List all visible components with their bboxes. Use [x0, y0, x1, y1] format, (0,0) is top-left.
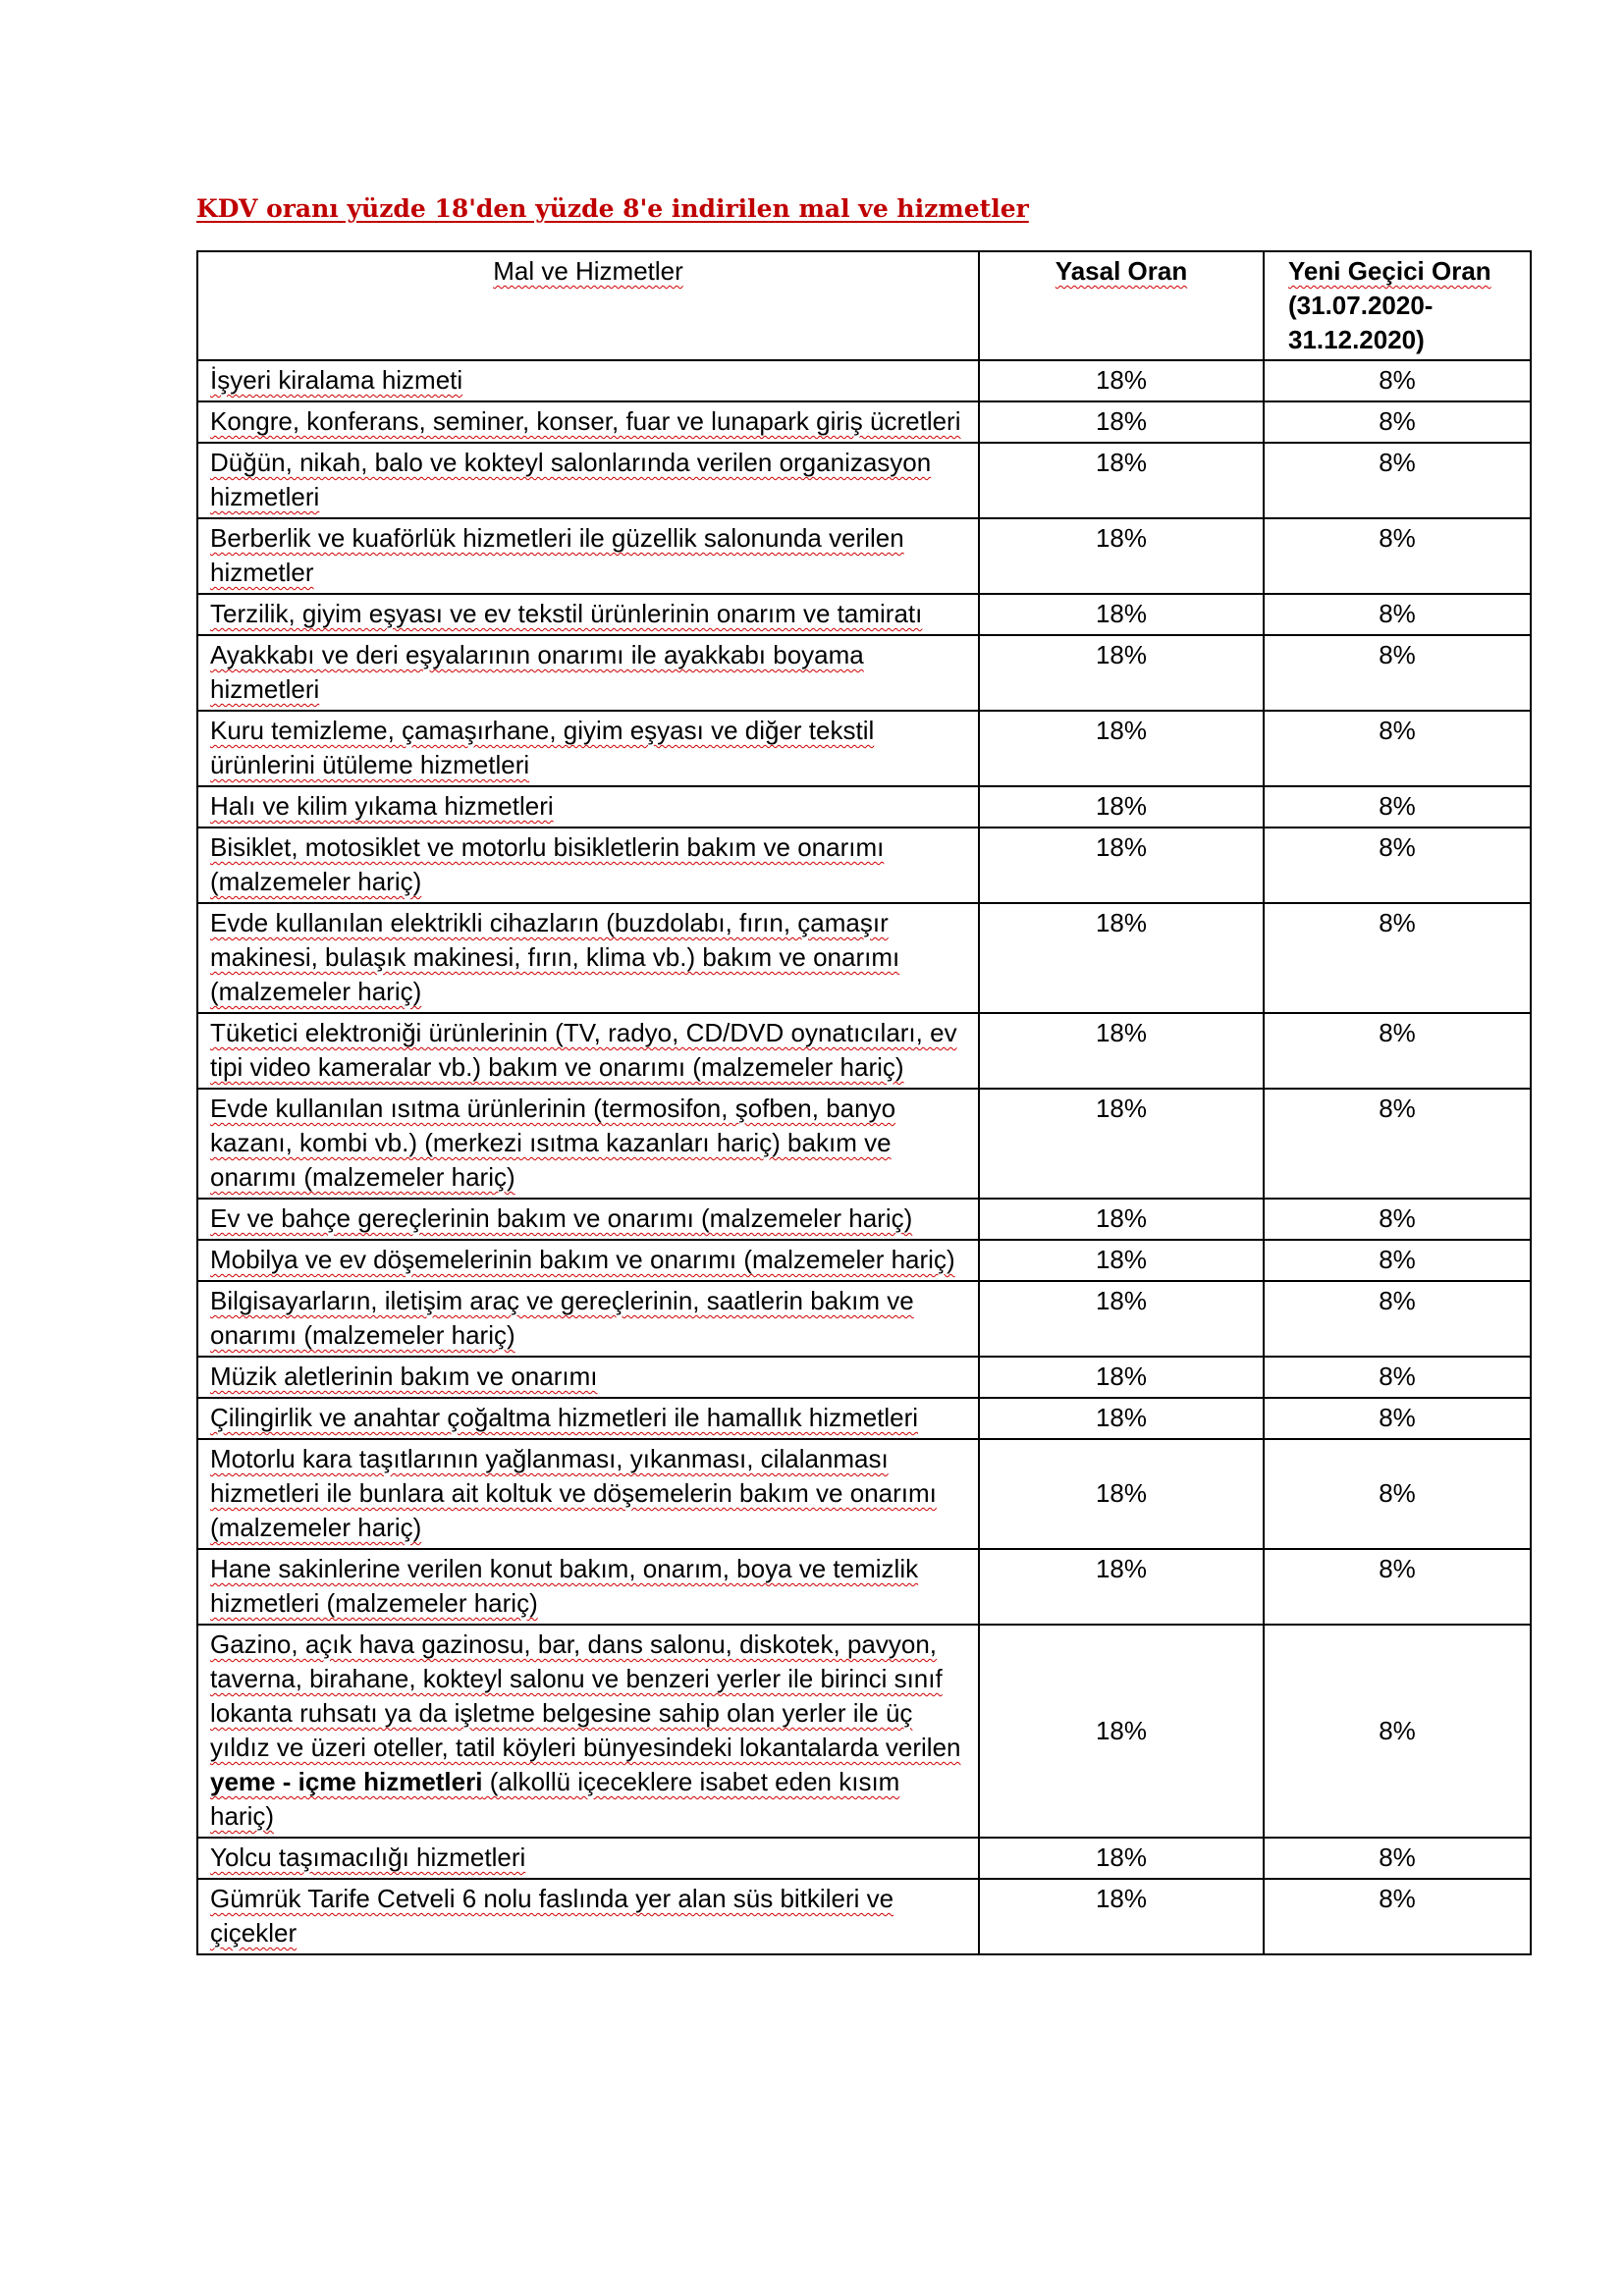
row-legal-rate: 18% — [979, 786, 1264, 828]
row-legal-rate: 18% — [979, 1625, 1264, 1838]
row-description: Gümrük Tarife Cetveli 6 nolu faslında yer alan süs bitkileri ve çiçekler — [197, 1879, 979, 1954]
row-description: Bisiklet, motosiklet ve motorlu bisikletlerin bakım ve onarımı (malzemeler hariç) — [197, 828, 979, 903]
row-legal-rate: 18% — [979, 635, 1264, 711]
row-description: Mobilya ve ev döşemelerinin bakım ve onarımı (malzemeler hariç) — [197, 1240, 979, 1281]
row-description: İşyeri kiralama hizmeti — [197, 360, 979, 401]
row-legal-rate: 18% — [979, 518, 1264, 594]
row-description: Ev ve bahçe gereçlerinin bakım ve onarımı (malzemeler hariç) — [197, 1199, 979, 1240]
row-legal-rate: 18% — [979, 401, 1264, 443]
row-new-rate: 8% — [1264, 1089, 1531, 1199]
header-new-temporary-rate: Yeni Geçici Oran (31.07.2020- 31.12.2020) — [1264, 251, 1531, 360]
table-row — [197, 903, 1531, 1013]
row-legal-rate: 18% — [979, 1089, 1264, 1199]
row-new-rate: 8% — [1264, 1549, 1531, 1625]
row-new-rate: 8% — [1264, 1013, 1531, 1089]
row-legal-rate: 18% — [979, 1240, 1264, 1281]
row-new-rate: 8% — [1264, 1879, 1531, 1954]
row-description: Terzilik, giyim eşyası ve ev tekstil ürünlerinin onarım ve tamiratı — [197, 594, 979, 635]
table-row — [197, 1838, 1531, 1879]
row-new-rate: 8% — [1264, 360, 1531, 401]
table-row — [197, 1240, 1531, 1281]
table-row — [197, 360, 1531, 401]
row-legal-rate: 18% — [979, 1838, 1264, 1879]
row-description: Hane sakinlerine verilen konut bakım, onarım, boya ve temizlik hizmetleri (malzemeler hariç) — [197, 1549, 979, 1625]
row-new-rate: 8% — [1264, 1199, 1531, 1240]
row-description: Evde kullanılan ısıtma ürünlerinin (termosifon, şofben, banyo kazanı, kombi vb.) (merkezi ısıtma kazanları hariç) bakım ve onarımı (malzemeler hariç) — [197, 1089, 979, 1199]
table-row — [197, 635, 1531, 711]
row-legal-rate: 18% — [979, 828, 1264, 903]
row-new-rate: 8% — [1264, 401, 1531, 443]
row-new-rate: 8% — [1264, 635, 1531, 711]
vat-rate-table — [196, 250, 1532, 1955]
row-legal-rate: 18% — [979, 1439, 1264, 1549]
header-goods-services: Mal ve Hizmetler — [197, 251, 979, 360]
row-description: Düğün, nikah, balo ve kokteyl salonlarında verilen organizasyon hizmetleri — [197, 443, 979, 518]
row-new-rate: 8% — [1264, 1240, 1531, 1281]
table-header-row — [197, 251, 1531, 360]
row-description: Kuru temizleme, çamaşırhane, giyim eşyası ve diğer tekstil ürünlerini ütüleme hizmetleri — [197, 711, 979, 786]
row-description: Halı ve kilim yıkama hizmetleri — [197, 786, 979, 828]
row-description: Gazino, açık hava gazinosu, bar, dans salonu, diskotek, pavyon, taverna, birahane, kokteyl salonu ve benzeri yerler ile birinci sınıf lokanta ruhsatı ya da işletme belgesine sahip olan yerler ile üç yıldız ve üzeri oteller, tatil köyleri bünyesindeki lokantalarda verilen yeme - içme hizmetleri (alkollü içeceklere isabet eden kısım hariç) — [197, 1625, 979, 1838]
row-new-rate: 8% — [1264, 594, 1531, 635]
table-row — [197, 1357, 1531, 1398]
row-description: Tüketici elektroniği ürünlerinin (TV, radyo, CD/DVD oynatıcıları, ev tipi video kameralar vb.) bakım ve onarımı (malzemeler hariç) — [197, 1013, 979, 1089]
row-description: Berberlik ve kuaförlük hizmetleri ile güzellik salonunda verilen hizmetler — [197, 518, 979, 594]
row-description: Motorlu kara taşıtlarının yağlanması, yıkanması, cilalanması hizmetleri ile bunlara ait koltuk ve döşemelerin bakım ve onarımı (malzemeler hariç) — [197, 1439, 979, 1549]
table-row — [197, 1281, 1531, 1357]
table-row — [197, 443, 1531, 518]
row-description: Müzik aletlerinin bakım ve onarımı — [197, 1357, 979, 1398]
table-row — [197, 1089, 1531, 1199]
row-new-rate: 8% — [1264, 518, 1531, 594]
row-new-rate: 8% — [1264, 1281, 1531, 1357]
table-row — [197, 1879, 1531, 1954]
table-row — [197, 1549, 1531, 1625]
table-row — [197, 828, 1531, 903]
table-row — [197, 1439, 1531, 1549]
table-row — [197, 594, 1531, 635]
header-legal-rate: Yasal Oran — [979, 251, 1264, 360]
row-new-rate: 8% — [1264, 711, 1531, 786]
row-new-rate: 8% — [1264, 1398, 1531, 1439]
table-row — [197, 1013, 1531, 1089]
row-legal-rate: 18% — [979, 443, 1264, 518]
row-description: Yolcu taşımacılığı hizmetleri — [197, 1838, 979, 1879]
row-new-rate: 8% — [1264, 828, 1531, 903]
row-legal-rate: 18% — [979, 1281, 1264, 1357]
row-new-rate: 8% — [1264, 1625, 1531, 1838]
row-new-rate: 8% — [1264, 786, 1531, 828]
row-new-rate: 8% — [1264, 1439, 1531, 1549]
row-new-rate: 8% — [1264, 1357, 1531, 1398]
row-new-rate: 8% — [1264, 1838, 1531, 1879]
row-legal-rate: 18% — [979, 711, 1264, 786]
row-legal-rate: 18% — [979, 1013, 1264, 1089]
row-legal-rate: 18% — [979, 594, 1264, 635]
row-description: Çilingirlik ve anahtar çoğaltma hizmetleri ile hamallık hizmetleri — [197, 1398, 979, 1439]
row-description: Kongre, konferans, seminer, konser, fuar ve lunapark giriş ücretleri — [197, 401, 979, 443]
row-legal-rate: 18% — [979, 360, 1264, 401]
table-row — [197, 1398, 1531, 1439]
table-row — [197, 518, 1531, 594]
row-new-rate: 8% — [1264, 443, 1531, 518]
row-legal-rate: 18% — [979, 1549, 1264, 1625]
document-title: KDV oranı yüzde 18'den yüzde 8'e indirilen mal ve hizmetler — [196, 194, 1029, 223]
row-legal-rate: 18% — [979, 903, 1264, 1013]
table-row — [197, 786, 1531, 828]
table-row — [197, 1199, 1531, 1240]
row-legal-rate: 18% — [979, 1879, 1264, 1954]
row-description: Ayakkabı ve deri eşyalarının onarımı ile ayakkabı boyama hizmetleri — [197, 635, 979, 711]
row-legal-rate: 18% — [979, 1398, 1264, 1439]
table-row — [197, 1625, 1531, 1838]
row-new-rate: 8% — [1264, 903, 1531, 1013]
row-legal-rate: 18% — [979, 1357, 1264, 1398]
row-legal-rate: 18% — [979, 1199, 1264, 1240]
row-description: Evde kullanılan elektrikli cihazların (buzdolabı, fırın, çamaşır makinesi, bulaşık makinesi, fırın, klima vb.) bakım ve onarımı (malzemeler hariç) — [197, 903, 979, 1013]
table-row — [197, 711, 1531, 786]
row-description: Bilgisayarların, iletişim araç ve gereçlerinin, saatlerin bakım ve onarımı (malzemeler hariç) — [197, 1281, 979, 1357]
table-row — [197, 401, 1531, 443]
